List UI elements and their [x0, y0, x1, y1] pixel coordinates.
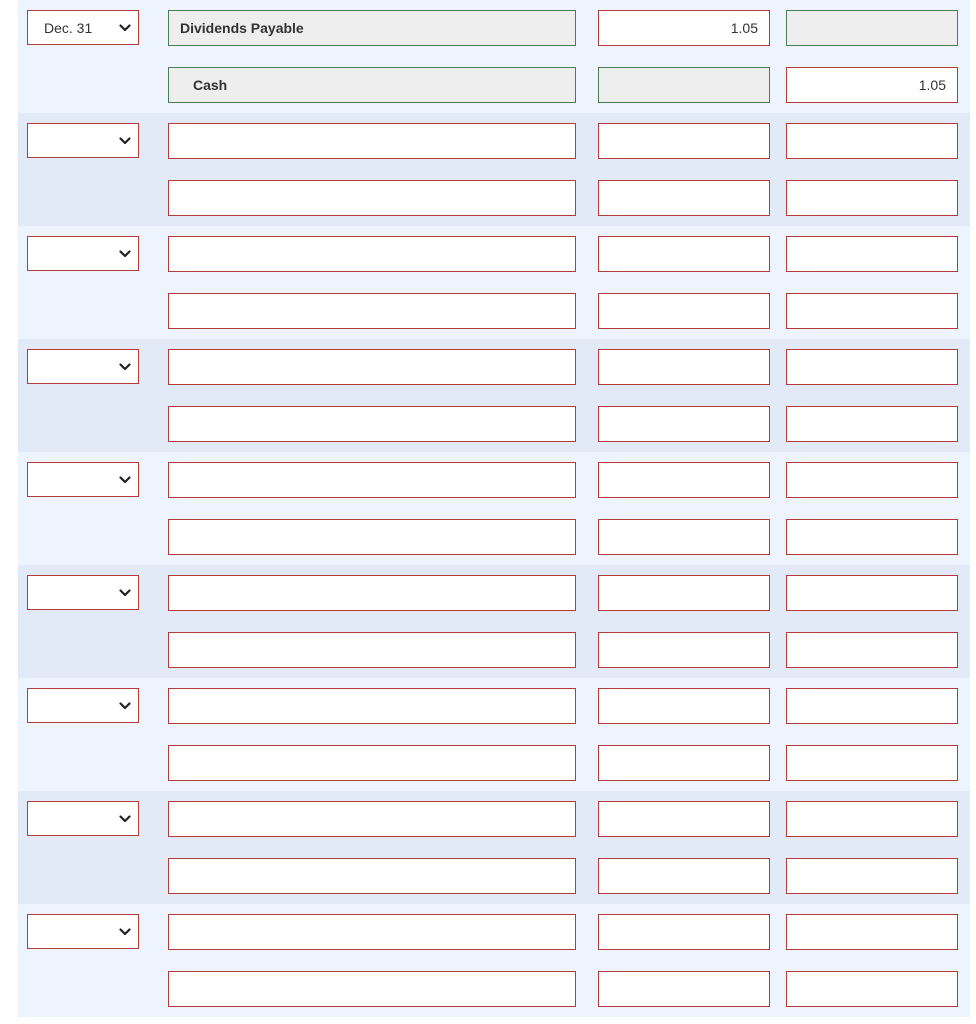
account-title-field[interactable] [168, 10, 576, 46]
credit-field[interactable] [786, 575, 958, 611]
debit-field[interactable] [598, 10, 770, 46]
debit-value: 1.05 [730, 20, 758, 36]
account-title-field[interactable] [168, 236, 576, 272]
account-title-field[interactable] [168, 745, 576, 781]
debit-field[interactable] [598, 406, 770, 442]
chevron-down-icon [118, 812, 132, 826]
journal-entry-row [18, 565, 970, 678]
credit-line [18, 180, 970, 216]
chevron-down-icon [118, 586, 132, 600]
credit-line [18, 858, 970, 894]
credit-field[interactable] [786, 293, 958, 329]
debit-field[interactable] [598, 236, 770, 272]
account-title-field[interactable] [168, 349, 576, 385]
date-select[interactable] [27, 914, 139, 949]
account-title-field[interactable] [168, 180, 576, 216]
credit-line [18, 971, 970, 1007]
debit-line [18, 349, 970, 385]
credit-field[interactable] [786, 745, 958, 781]
debit-field[interactable] [598, 349, 770, 385]
account-title-field[interactable] [168, 801, 576, 837]
credit-line [18, 632, 970, 668]
journal-entry-row [18, 0, 970, 113]
account-title-value: Cash [193, 77, 228, 93]
chevron-down-icon [118, 699, 132, 713]
debit-line [18, 688, 970, 724]
account-title-field[interactable] [168, 462, 576, 498]
chevron-down-icon [118, 21, 132, 35]
credit-field[interactable] [786, 632, 958, 668]
date-select[interactable] [27, 462, 139, 497]
journal-entry-row [18, 904, 970, 1017]
date-select[interactable] [27, 123, 139, 158]
credit-field[interactable] [786, 858, 958, 894]
debit-field[interactable] [598, 180, 770, 216]
debit-field[interactable] [598, 462, 770, 498]
journal-entry-row [18, 339, 970, 452]
chevron-down-icon [118, 473, 132, 487]
debit-field[interactable] [598, 801, 770, 837]
account-title-field[interactable] [168, 519, 576, 555]
debit-field[interactable] [598, 971, 770, 1007]
account-title-field[interactable] [168, 632, 576, 668]
chevron-down-icon [118, 134, 132, 148]
credit-field[interactable] [786, 236, 958, 272]
credit-field[interactable] [786, 10, 958, 46]
debit-field[interactable] [598, 519, 770, 555]
debit-line [18, 575, 970, 611]
journal-entry-row [18, 113, 970, 226]
credit-field[interactable] [786, 519, 958, 555]
credit-field[interactable] [786, 688, 958, 724]
journal-entry-table [18, 0, 970, 1017]
date-select[interactable] [27, 349, 139, 384]
credit-field[interactable] [786, 349, 958, 385]
date-select[interactable] [27, 688, 139, 723]
chevron-down-icon [118, 247, 132, 261]
credit-field[interactable] [786, 180, 958, 216]
credit-field[interactable] [786, 406, 958, 442]
date-value: Dec. 31 [44, 20, 93, 36]
debit-field[interactable] [598, 914, 770, 950]
chevron-down-icon [118, 925, 132, 939]
debit-line [18, 462, 970, 498]
account-title-field[interactable] [168, 123, 576, 159]
credit-field[interactable] [786, 462, 958, 498]
journal-entry-row [18, 226, 970, 339]
credit-field[interactable] [786, 971, 958, 1007]
debit-field[interactable] [598, 688, 770, 724]
debit-line [18, 914, 970, 950]
account-title-field[interactable] [168, 858, 576, 894]
debit-field[interactable] [598, 632, 770, 668]
debit-field[interactable] [598, 67, 770, 103]
credit-line [18, 745, 970, 781]
account-title-field[interactable] [168, 688, 576, 724]
credit-field[interactable] [786, 67, 958, 103]
account-title-field[interactable] [168, 293, 576, 329]
date-select[interactable] [27, 801, 139, 836]
chevron-down-icon [118, 360, 132, 374]
debit-line [18, 10, 970, 46]
journal-entry-row [18, 678, 970, 791]
debit-line [18, 236, 970, 272]
debit-line [18, 801, 970, 837]
account-title-field[interactable] [168, 67, 576, 103]
credit-field[interactable] [786, 914, 958, 950]
account-title-field[interactable] [168, 575, 576, 611]
debit-field[interactable] [598, 293, 770, 329]
credit-line [18, 293, 970, 329]
credit-line [18, 519, 970, 555]
account-title-field[interactable] [168, 406, 576, 442]
debit-field[interactable] [598, 858, 770, 894]
account-title-field[interactable] [168, 971, 576, 1007]
debit-line [18, 123, 970, 159]
credit-line [18, 67, 970, 103]
journal-entry-row [18, 791, 970, 904]
date-select[interactable] [27, 236, 139, 271]
debit-field[interactable] [598, 745, 770, 781]
account-title-value: Dividends Payable [180, 20, 304, 36]
account-title-field[interactable] [168, 914, 576, 950]
debit-field[interactable] [598, 123, 770, 159]
date-select[interactable] [27, 575, 139, 610]
date-select[interactable] [27, 10, 139, 45]
debit-field[interactable] [598, 575, 770, 611]
credit-value: 1.05 [918, 77, 946, 93]
credit-line [18, 406, 970, 442]
credit-field[interactable] [786, 801, 958, 837]
journal-entry-row [18, 452, 970, 565]
credit-field[interactable] [786, 123, 958, 159]
